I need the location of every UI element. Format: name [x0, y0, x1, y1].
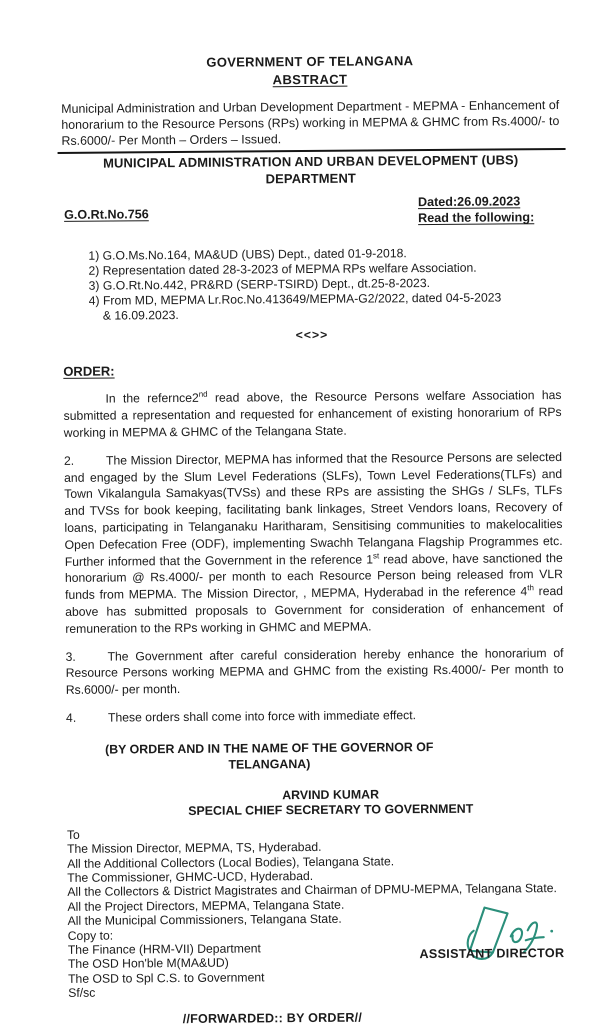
- paragraph-number: 3.: [65, 649, 76, 664]
- order-heading: ORDER:: [63, 363, 115, 379]
- address-line: All the Additional Collectors (Local Bodies), Telangana State.: [67, 853, 395, 871]
- copy-line: The Finance (HRM-VII) Department: [67, 941, 261, 957]
- order-paragraph-2: [64, 449, 563, 638]
- department-heading: MUNICIPAL ADMINISTRATION AND URBAN DEVELOPMENT (UBS) DEPARTMENT: [103, 152, 519, 187]
- paragraph-text: read above, the Resource Persons welfare Association has submitted a representation and requested for enhancement of existing honorarium of RPs working in MEPMA & GHMC of the Telangana State.: [63, 388, 562, 440]
- signatory-block: [67, 786, 565, 821]
- address-line: All the Municipal Commissioners, Telangana State.: [67, 911, 342, 929]
- address-line: All the Collectors & District Magistrates and Chairman of DPMU-MEPMA, Telangana State.: [67, 881, 557, 900]
- copy-line: The OSD to Spl C.S. to Government: [68, 970, 265, 986]
- forwarded-line: //FORWARDED:: BY ORDER//: [182, 1010, 363, 1026]
- reference-item: 4) From MD, MEPMA Lr.Roc.No.413649/MEPMA-G2/2022, dated 04-5-2023 & 16.09.2023.: [88, 290, 502, 323]
- superscript-ordinal: th: [527, 583, 534, 593]
- paragraph-text: In the refernce2: [105, 391, 199, 406]
- copy-line: The OSD Hon'ble M(MA&UD): [67, 956, 229, 972]
- dated-block: [418, 194, 534, 227]
- government-title: GOVERNMENT OF TELANGANA: [206, 53, 414, 70]
- signatory-designation: SPECIAL CHIEF SECRETARY TO GOVERNMENT: [188, 801, 474, 819]
- paragraph-text: read above, have sanctioned the honorarium @ Rs.4000/- per month to each Resource Person being released from VLR funds from MEPMA. The Mission Director, , MEPMA, Hyderabad in the reference 4: [64, 550, 563, 603]
- to-label: To: [66, 827, 80, 842]
- order-paragraph-4: [66, 706, 564, 727]
- copy-to-label: Copy to:: [67, 928, 114, 943]
- order-paragraph-3: [65, 645, 563, 699]
- go-number: G.O.Rt.No.756: [64, 207, 149, 223]
- reference-item: 1) G.O.Ms.No.164, MA&UD (UBS) Dept., dated 01-9-2018.: [88, 246, 407, 264]
- paragraph-text: The Mission Director, MEPMA has informed that the Resource Persons are selected and engaged by the Slum Level Federations (SLFs), Town Level Federations(TLFs) and Town Vikalangula Samakyas(TVSs) and these RPs are assisting the SHGs / SLFs, TLFs and TVSs for book keeping, facilitating bank linkages, Street Vendors loans, Recovery of loans, participating in Telanganaku Haritharam, Sensitising communities to makelocalities Open Defecation Free (ODF), implementing Swachh Telangana Flagship Programmes etc. Further informed that the Government in the reference 1: [64, 449, 563, 569]
- paragraph-text: These orders shall come into force with immediate effect.: [107, 708, 417, 725]
- reference-item: 3) G.O.Rt.No.442, PR&RD (SERP-TSIRD) Dept., dt.25-8-2023.: [88, 276, 431, 294]
- signatory-name: ARVIND KUMAR: [282, 787, 380, 802]
- references-list: [88, 246, 509, 324]
- address-line: The Mission Director, MEPMA, TS, Hyderabad.: [66, 840, 322, 857]
- section-separator: <<>>: [295, 328, 329, 343]
- abstract-heading: ABSTRACT: [272, 71, 348, 87]
- superscript-ordinal: nd: [198, 390, 208, 400]
- subject-paragraph: Municipal Administration and Urban Development Department - MEPMA - Enhancement of honorarium to the Resource Persons (RPs) working in MEPMA & GHMC from Rs.4000/- to Rs.6000/- Per Month – Orders – Issued.: [61, 98, 560, 148]
- read-the-following-label: Read the following:: [418, 210, 535, 226]
- order-paragraph-1: [63, 387, 561, 441]
- reference-item: 2) Representation dated 28-3-2023 of MEPMA RPs welfare Association.: [88, 261, 477, 279]
- address-line: The Commissioner, GHMC-UCD, Hyderabad.: [67, 868, 314, 885]
- paragraph-text: The Government after careful consideration hereby enhance the honorarium of Resource Persons working MEPMA and GHMC from the existing Rs.4000/- Per month to Rs.6000/- per month.: [65, 645, 564, 698]
- go-number-row: [62, 193, 560, 233]
- signature-area: [401, 900, 581, 961]
- signature-designation: ASSISTANT DIRECTOR: [419, 945, 565, 962]
- paragraph-text: read above has submitted proposals to Government for consideration of enhancement of remuneration to the RPs working in GHMC and MEPMA.: [65, 584, 564, 636]
- paragraph-number: 2.: [63, 453, 75, 468]
- dated-value: Dated:26.09.2023: [417, 194, 521, 210]
- superscript-ordinal: st: [372, 550, 380, 560]
- by-order-line: (BY ORDER AND IN THE NAME OF THE GOVERNOR OF TELANGANA): [105, 739, 434, 772]
- address-line: All the Project Directors, MEPMA, Telangana State.: [67, 897, 345, 914]
- paragraph-number: 4.: [65, 710, 77, 725]
- sf-sc-line: Sf/sc: [68, 985, 96, 1001]
